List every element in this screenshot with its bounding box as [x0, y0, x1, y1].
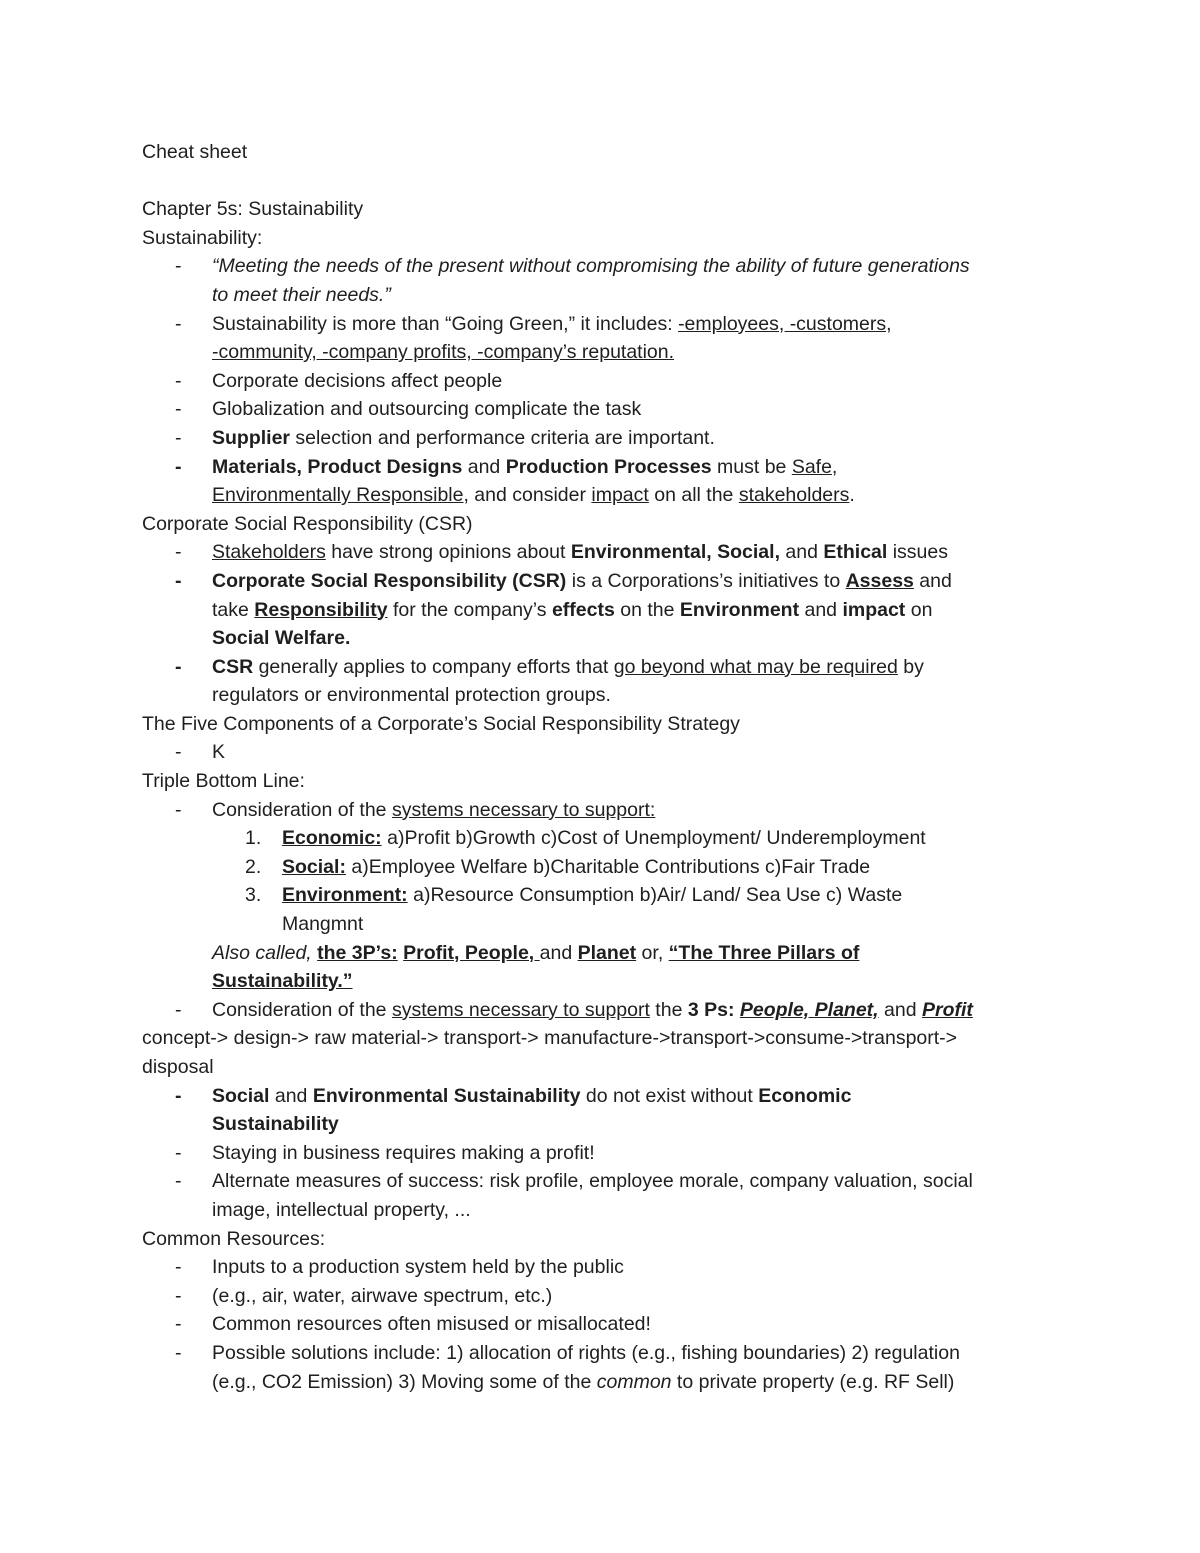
bold-underlined-text: Sustainability.” — [212, 970, 353, 993]
list-item — [142, 796, 1062, 825]
text: (e.g., CO2 Emission) 3) Moving some of the — [212, 1370, 597, 1393]
text: is a Corporations’s initiatives to — [566, 569, 846, 592]
document-body — [142, 138, 1062, 1396]
text: on the — [614, 598, 680, 621]
text: K — [212, 741, 226, 764]
bold-underlined-text: the 3P’s: — [317, 941, 398, 964]
bold-underlined-text: “The Three Pillars of — [668, 941, 860, 964]
list-item — [142, 395, 1062, 424]
text: Possible solutions include: 1) allocation of rights (e.g., fishing boundaries) 2) regulation — [212, 1341, 960, 1364]
item-number: 2. — [245, 855, 262, 878]
list-item — [142, 567, 1062, 653]
bold-text: Social Welfare. — [212, 627, 351, 650]
list-item — [142, 367, 1062, 396]
text: Mangmnt — [282, 913, 364, 936]
list-item — [142, 538, 1062, 567]
item-number: 3. — [245, 884, 262, 907]
list-item — [142, 1082, 1062, 1139]
list-item — [142, 1339, 1062, 1396]
bullet-dash: - — [175, 541, 182, 564]
text: Common resources often misused or misallocated! — [212, 1313, 651, 1336]
bullet-dash: - — [175, 655, 182, 678]
triple-bottom-line-heading: Triple Bottom Line: — [142, 770, 305, 793]
text: have strong opinions about — [325, 541, 571, 564]
common-resources-heading: Common Resources: — [142, 1227, 326, 1250]
numbered-item — [142, 824, 1062, 853]
bullet-dash: - — [175, 398, 182, 421]
bold-text: Environmental, Social, — [570, 541, 780, 564]
text: and — [779, 541, 824, 564]
bullet-dash: - — [175, 255, 182, 278]
bullet-dash: - — [175, 369, 182, 392]
bullet-dash: - — [175, 1284, 182, 1307]
list-item — [142, 424, 1062, 453]
numbered-item — [142, 853, 1062, 882]
bullet-dash: - — [175, 1256, 182, 1279]
text: a)Profit b)Growth c)Cost of Unemployment/ Underemployment — [381, 827, 926, 850]
underlined-text: systems necessary to support: — [391, 798, 656, 821]
bold-text: Corporate Social Responsibility (CSR) — [212, 569, 567, 592]
underlined-text: systems necessary to support — [391, 998, 650, 1021]
bold-italic-underlined-text: Profit — [921, 998, 973, 1021]
bold-text: Sustainability — [212, 1113, 339, 1136]
bold-italic-underlined-text: People, Planet, — [739, 998, 879, 1021]
bullet-dash: - — [175, 426, 182, 449]
process-flow-cont: disposal — [142, 1056, 214, 1078]
bold-text: Environmental Sustainability — [312, 1084, 581, 1107]
italic-text: Also called, — [212, 941, 318, 964]
text: and — [539, 941, 578, 964]
bold-text: Social — [212, 1084, 270, 1107]
bold-underlined-text: Economic: — [282, 827, 382, 850]
bold-text: Materials, Product Designs — [212, 455, 463, 478]
bold-underlined-text: Planet — [577, 941, 637, 964]
list-item — [142, 738, 1062, 767]
quote-text: “Meeting the needs of the present without compromising the ability of future generations — [212, 255, 970, 278]
bullet-dash: - — [175, 798, 182, 821]
bullet-dash: - — [175, 569, 182, 592]
bold-underlined-text: Social: — [282, 855, 346, 878]
text: Globalization and outsourcing complicate the task — [212, 398, 642, 421]
text: a)Resource Consumption b)Air/ Land/ Sea Use c) Waste — [407, 884, 903, 907]
underlined-text: -employees, -customers, — [678, 312, 892, 335]
text: the — [649, 998, 688, 1021]
text: Staying in business requires making a profit! — [212, 1141, 595, 1164]
bullet-dash: - — [175, 998, 182, 1021]
text: Inputs to a production system held by the public — [212, 1256, 624, 1279]
text: and — [799, 598, 843, 621]
underlined-text: Environmentally Responsible, — [212, 484, 469, 507]
text: regulators or environmental protection groups. — [212, 684, 611, 707]
text: and consider — [468, 484, 592, 507]
text: on all the — [648, 484, 739, 507]
text: generally applies to company efforts that — [253, 655, 614, 678]
list-item — [142, 1310, 1062, 1339]
bullet-dash: - — [175, 1170, 182, 1193]
csr-heading: Corporate Social Responsibility (CSR) — [142, 512, 473, 535]
text: and — [269, 1084, 313, 1107]
text: and — [462, 455, 506, 478]
list-item — [142, 252, 1062, 309]
list-item — [142, 1253, 1062, 1282]
bold-text: impact — [842, 598, 906, 621]
text: and — [878, 998, 922, 1021]
text: (e.g., air, water, airwave spectrum, etc.) — [212, 1284, 553, 1307]
bullet-dash: - — [175, 455, 182, 478]
bold-underlined-text: Assess — [845, 569, 914, 592]
item-number: 1. — [245, 827, 262, 850]
bold-underlined-text: Environment: — [282, 884, 408, 907]
blank-line — [142, 167, 1062, 196]
bullet-dash: - — [175, 1141, 182, 1164]
text: on — [905, 598, 933, 621]
also-called-note — [142, 939, 1062, 996]
text: for the company’s — [387, 598, 552, 621]
text: Consideration of the — [212, 798, 392, 821]
text: or, — [636, 941, 669, 964]
bold-text: Environment — [679, 598, 800, 621]
bullet-dash: - — [175, 312, 182, 335]
text: . — [849, 484, 855, 507]
sustainability-heading: Sustainability: — [142, 226, 263, 249]
underlined-text: Stakeholders — [212, 541, 326, 564]
text: by — [897, 655, 924, 678]
bold-text: 3 Ps: — [687, 998, 740, 1021]
italic-text: common — [596, 1370, 672, 1393]
bullet-dash: - — [175, 1313, 182, 1336]
bullet-dash: - — [175, 741, 182, 764]
list-item — [142, 996, 1062, 1025]
text: must be — [711, 455, 792, 478]
underlined-text: -community, -company profits, -company’s reputation. — [212, 341, 675, 364]
bold-text: Ethical — [823, 541, 888, 564]
chapter-heading: Chapter 5s: Sustainability — [142, 198, 364, 221]
list-item — [142, 310, 1062, 367]
underlined-text: impact — [591, 484, 649, 507]
text: do not exist without — [580, 1084, 759, 1107]
quote-text-cont: to meet their needs.” — [212, 283, 391, 306]
bold-text: Supplier — [212, 426, 291, 449]
list-item — [142, 1282, 1062, 1311]
list-item — [142, 1167, 1062, 1224]
bold-text: Economic — [758, 1084, 852, 1107]
text: Consideration of the — [212, 998, 392, 1021]
text: Alternate measures of success: risk profile, employee morale, company valuation, social — [212, 1170, 973, 1193]
bold-text: CSR — [212, 655, 254, 678]
bold-text: effects — [551, 598, 615, 621]
text: selection and performance criteria are important. — [290, 426, 715, 449]
five-components-heading: The Five Components of a Corporate’s Social Responsibility Strategy — [142, 712, 740, 735]
bullet-dash: - — [175, 1084, 182, 1107]
text: to private property (e.g. RF Sell) — [671, 1370, 955, 1393]
text: and — [913, 569, 952, 592]
text: take — [212, 598, 255, 621]
list-item — [142, 1139, 1062, 1168]
bold-text: Production Processes — [505, 455, 712, 478]
text: image, intellectual property, ... — [212, 1198, 471, 1221]
bold-underlined-text: Profit, People, — [403, 941, 540, 964]
underlined-text: Safe, — [791, 455, 838, 478]
list-item — [142, 653, 1062, 710]
underlined-text: go beyond what may be required — [613, 655, 898, 678]
document-title: Cheat sheet — [142, 141, 248, 163]
text: issues — [887, 541, 948, 564]
process-flow: concept-> design-> raw material-> transport-> manufacture->transport->consume->transport-> — [142, 1027, 958, 1050]
numbered-item — [142, 881, 1062, 938]
underlined-text: stakeholders — [738, 484, 850, 507]
text: a)Employee Welfare b)Charitable Contributions c)Fair Trade — [345, 855, 871, 878]
bold-underlined-text: Responsibility — [254, 598, 388, 621]
text: Sustainability is more than “Going Green,” it includes: — [212, 312, 679, 335]
list-item — [142, 453, 1062, 510]
text: Corporate decisions affect people — [212, 369, 503, 392]
bullet-dash: - — [175, 1341, 182, 1364]
